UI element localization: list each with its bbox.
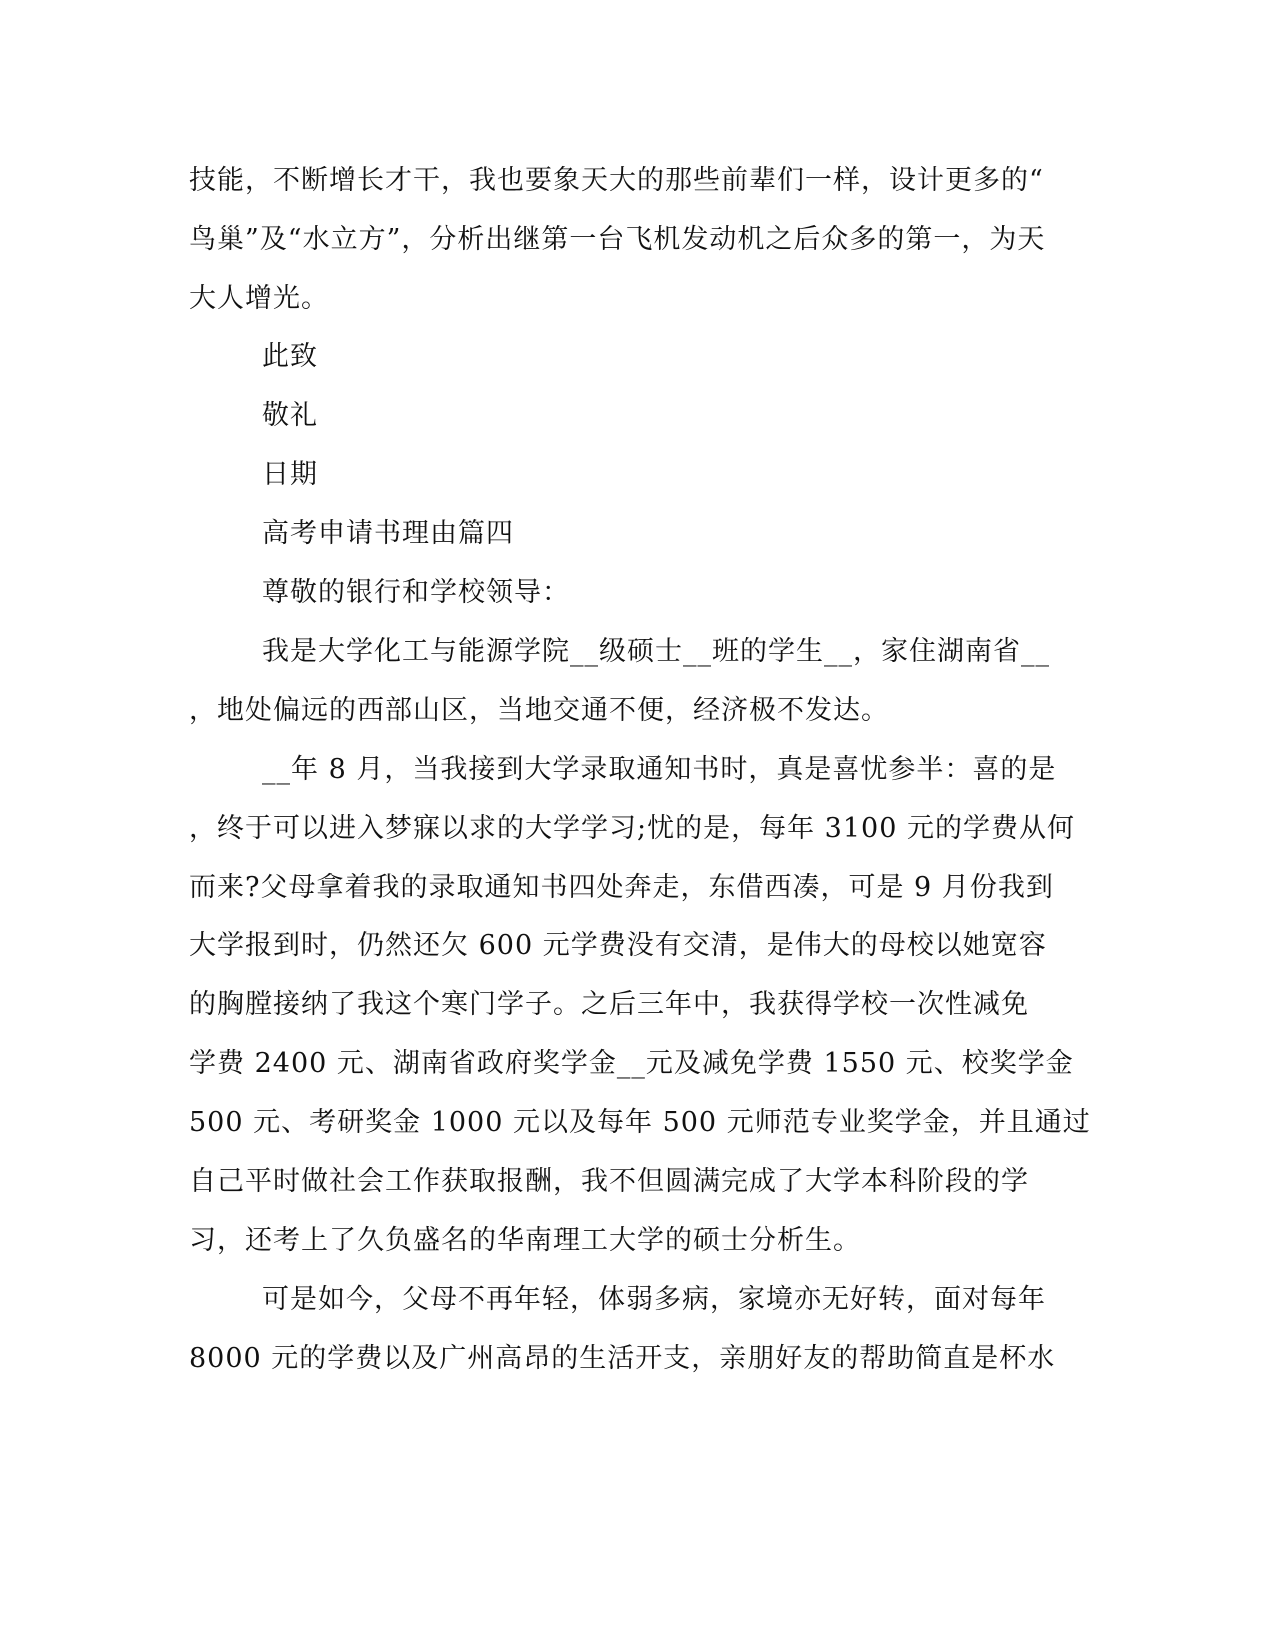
section-heading: 高考申请书理由篇四	[262, 518, 514, 549]
text-line: 习，还考上了久负盛名的华南理工大学的硕士分析生。	[189, 1225, 861, 1256]
date-label: 日期	[262, 459, 318, 490]
text-line: 而来?父母拿着我的录取通知书四处奔走，东借西凑，可是 9 月份我到	[189, 872, 1054, 903]
text-line: ，终于可以进入梦寐以求的大学学习;忧的是，每年 3100 元的学费从何	[189, 813, 1075, 844]
closing-salutation: 此致	[262, 341, 318, 372]
text-line: 鸟巢”及“水立方”，分析出继第一台飞机发动机之后众多的第一，为天	[189, 224, 1046, 255]
letter-salutation: 尊敬的银行和学校领导：	[262, 577, 570, 608]
text-line: 技能，不断增长才干，我也要象天大的那些前辈们一样，设计更多的“	[189, 165, 1044, 196]
text-line: ，地处偏远的西部山区，当地交通不便，经济极不发达。	[189, 695, 889, 726]
text-line: 学费 2400 元、湖南省政府奖学金__元及减免学费 1550 元、校奖学金	[189, 1048, 1074, 1079]
text-line: 我是大学化工与能源学院__级硕士__班的学生__，家住湖南省__	[262, 636, 1050, 667]
text-line: 8000 元的学费以及广州高昂的生活开支，亲朋好友的帮助简直是杯水	[189, 1343, 1056, 1374]
text-line: 可是如今，父母不再年轻，体弱多病，家境亦无好转，面对每年	[262, 1284, 1046, 1315]
text-line: 大人增光。	[189, 283, 329, 314]
text-line: 500 元、考研奖金 1000 元以及每年 500 元师范专业奖学金，并且通过	[189, 1107, 1091, 1138]
text-line: __年 8 月，当我接到大学录取通知书时，真是喜忧参半：喜的是	[262, 754, 1057, 785]
text-line: 大学报到时，仍然还欠 600 元学费没有交清，是伟大的母校以她宽容	[189, 930, 1047, 961]
closing-regards: 敬礼	[262, 400, 318, 431]
text-line: 的胸膛接纳了我这个寒门学子。之后三年中，我获得学校一次性减免	[189, 989, 1029, 1020]
text-line: 自己平时做社会工作获取报酬，我不但圆满完成了大学本科阶段的学	[189, 1166, 1029, 1197]
